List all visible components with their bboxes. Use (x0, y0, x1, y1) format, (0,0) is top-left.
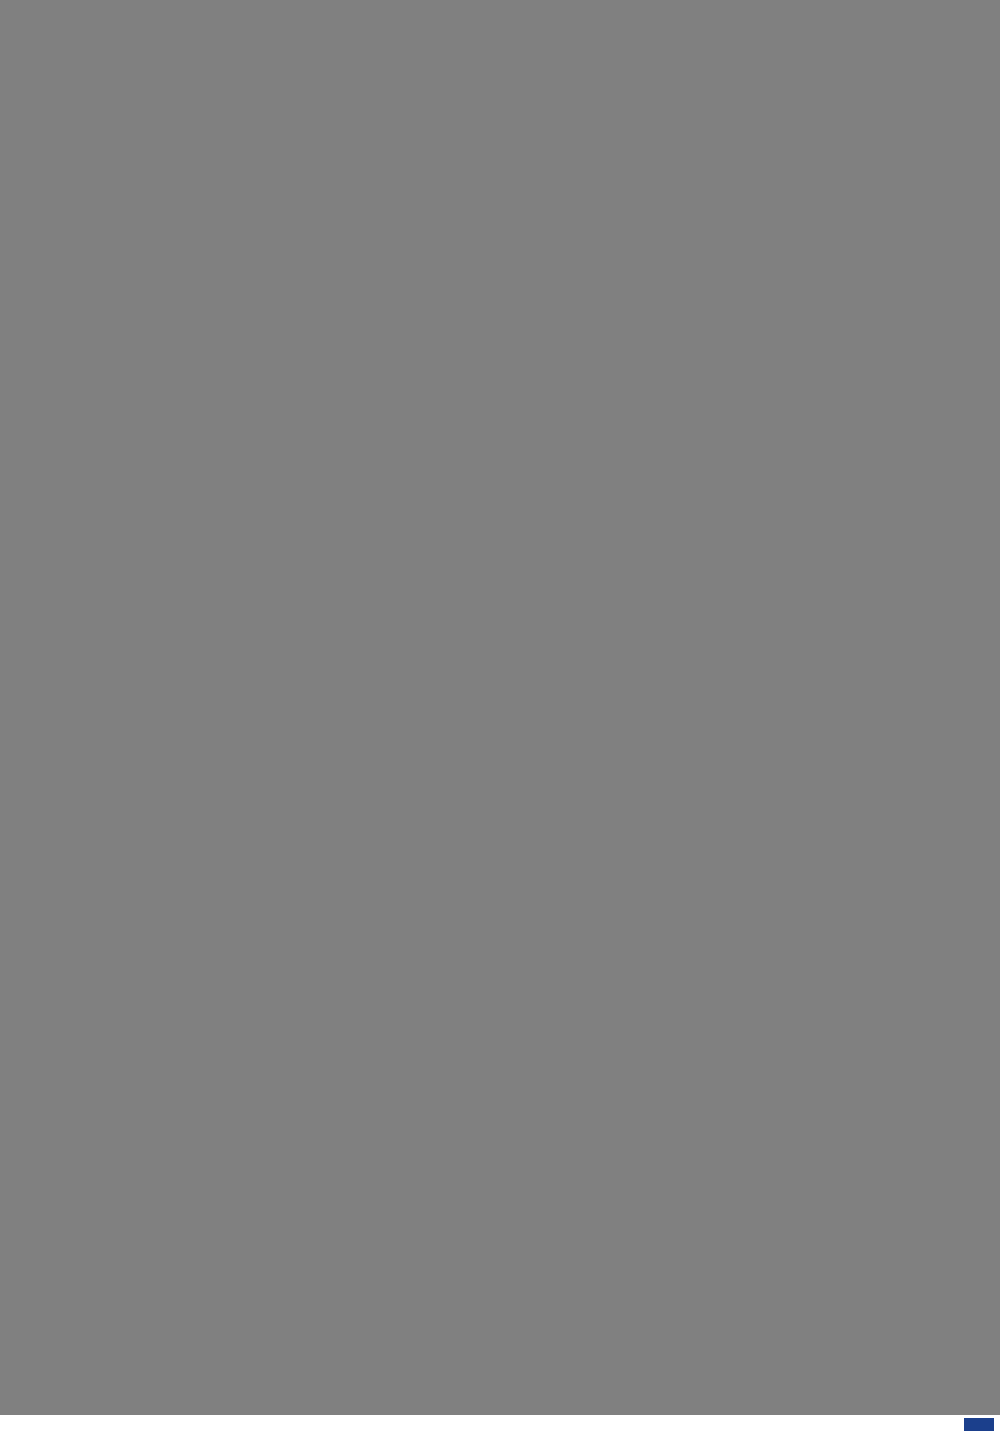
dfg-logo[interactable] (964, 1418, 994, 1431)
footer-bar (0, 1415, 1000, 1434)
running-header (247, 144, 812, 168)
